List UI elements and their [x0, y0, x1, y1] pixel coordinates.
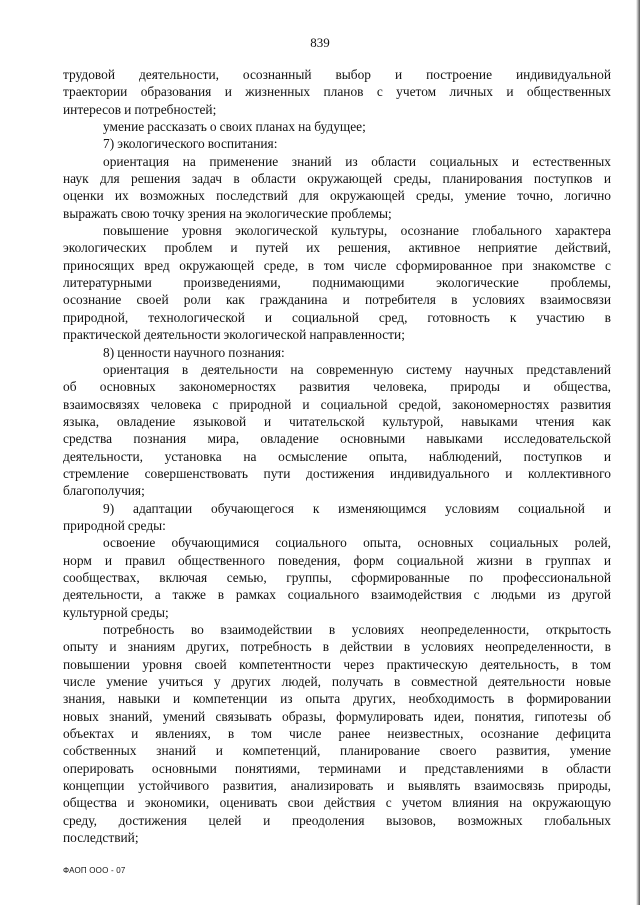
text-line: опыту и знаниям других, потребность в действии в условиях неопределенности, в [63, 639, 611, 655]
document-body [63, 66, 611, 846]
text-line: природной среды: [63, 517, 166, 533]
text-line: числе умение учиться у других людей, получать в совместной деятельности новые [63, 674, 611, 690]
text-line: природной, технологической и социальной сред, готовность к участию в [63, 309, 611, 325]
text-line: выражать свою точку зрения на экологические проблемы; [63, 205, 392, 221]
scan-edge-shadow [636, 0, 640, 905]
text-line: 7) экологического воспитания: [103, 136, 278, 152]
text-line: наук для решения задач в области окружающей среды, планирования поступков и [63, 171, 611, 187]
page-number: 839 [310, 35, 330, 50]
text-line: интересов и потребностей; [63, 101, 217, 117]
text-line: деятельности, а также в рамках социального взаимодействия с людьми из другой [63, 587, 611, 603]
text-line: последствий; [63, 830, 139, 846]
text-line: траектории образования и жизненных планов с учетом личных и общественных [63, 84, 611, 100]
text-line: средства познания мира, овладение основными навыками исследовательской [63, 431, 611, 447]
text-line: объектах и явлениях, в том числе ранее неизвестных, осознание дефицита [63, 726, 611, 742]
text-line: потребность во взаимодействии в условиях неопределенности, открытость [103, 622, 611, 637]
text-line: экологических проблем и путей их решения, активное неприятие действий, [63, 240, 611, 256]
text-line: освоение обучающимися социального опыта, основных социальных ролей, [103, 535, 611, 551]
text-line: приносящих вред окружающей среде, в том числе сформированное при знакомстве с [63, 257, 611, 273]
text-line: трудовой деятельности, осознанный выбор и построение индивидуальной [63, 67, 611, 82]
text-line: повышение уровня экологической культуры, осознание глобального характера [103, 223, 611, 239]
text-line: оценки их возможных последствий для окружающей среды, умение точно, логично [63, 188, 611, 204]
text-line: 8) ценности научного познания: [103, 344, 285, 360]
text-line: благополучия; [63, 483, 145, 499]
text-line: новых знаний, умений связывать образы, формулировать идеи, понятия, гипотезы об [63, 708, 611, 724]
text-line: собственных знаний и компетенций, планирование своего развития, умение [63, 743, 611, 759]
text-line: культурной среды; [63, 604, 169, 620]
text-line: ориентация в деятельности на современную систему научных представлений [103, 361, 611, 377]
text-line: ориентация на применение знаний из области социальных и естественных [103, 153, 611, 169]
text-line: об основных закономерностях развития человека, природы и общества, [63, 379, 611, 395]
text-line: языка, овладение языковой и читательской культурой, навыками чтения как [63, 413, 611, 429]
text-line: деятельности, установка на осмысление опыта, наблюдений, поступков и [63, 448, 611, 464]
text-line: знания, навыки и компетенции из опыта других, необходимость в формировании [63, 691, 611, 707]
text-line: литературными произведениями, поднимающими экологические проблемы, [63, 275, 611, 291]
document-footer-code: ФАОП ООО - 07 [63, 866, 126, 875]
text-line: среду, достижения целей и преодоления вызовов, возможных глобальных [63, 812, 611, 828]
text-line: взаимосвязях человека с природной и социальной средой, закономерностях развития [63, 396, 611, 412]
text-line: 9) адаптации обучающегося к изменяющимся условиям социальной и [103, 500, 611, 516]
text-line: умение рассказать о своих планах на будущее; [103, 119, 366, 135]
text-line: осознание своей роли как гражданина и потребителя в условиях взаимосвязи [63, 292, 611, 308]
text-line: повышении уровня своей компетентности через практическую деятельность, в том [63, 656, 611, 672]
text-line: сообществах, включая семью, группы, сформированные по профессиональной [63, 569, 611, 585]
text-line: общества и экономики, оценивать свои действия с учетом влияния на окружающую [63, 795, 611, 811]
text-line: оперировать основными понятиями, терминами и представлениями в области [63, 760, 611, 776]
text-line: концепции устойчивого развития, анализировать и выявлять взаимосвязь природы, [63, 778, 611, 794]
text-line: норм и правил общественного поведения, форм социальной жизни в группах и [63, 552, 611, 568]
text-line: практической деятельности экологической направленности; [63, 327, 405, 343]
text-line: стремление совершенствовать пути достижения индивидуального и коллективного [63, 465, 611, 481]
